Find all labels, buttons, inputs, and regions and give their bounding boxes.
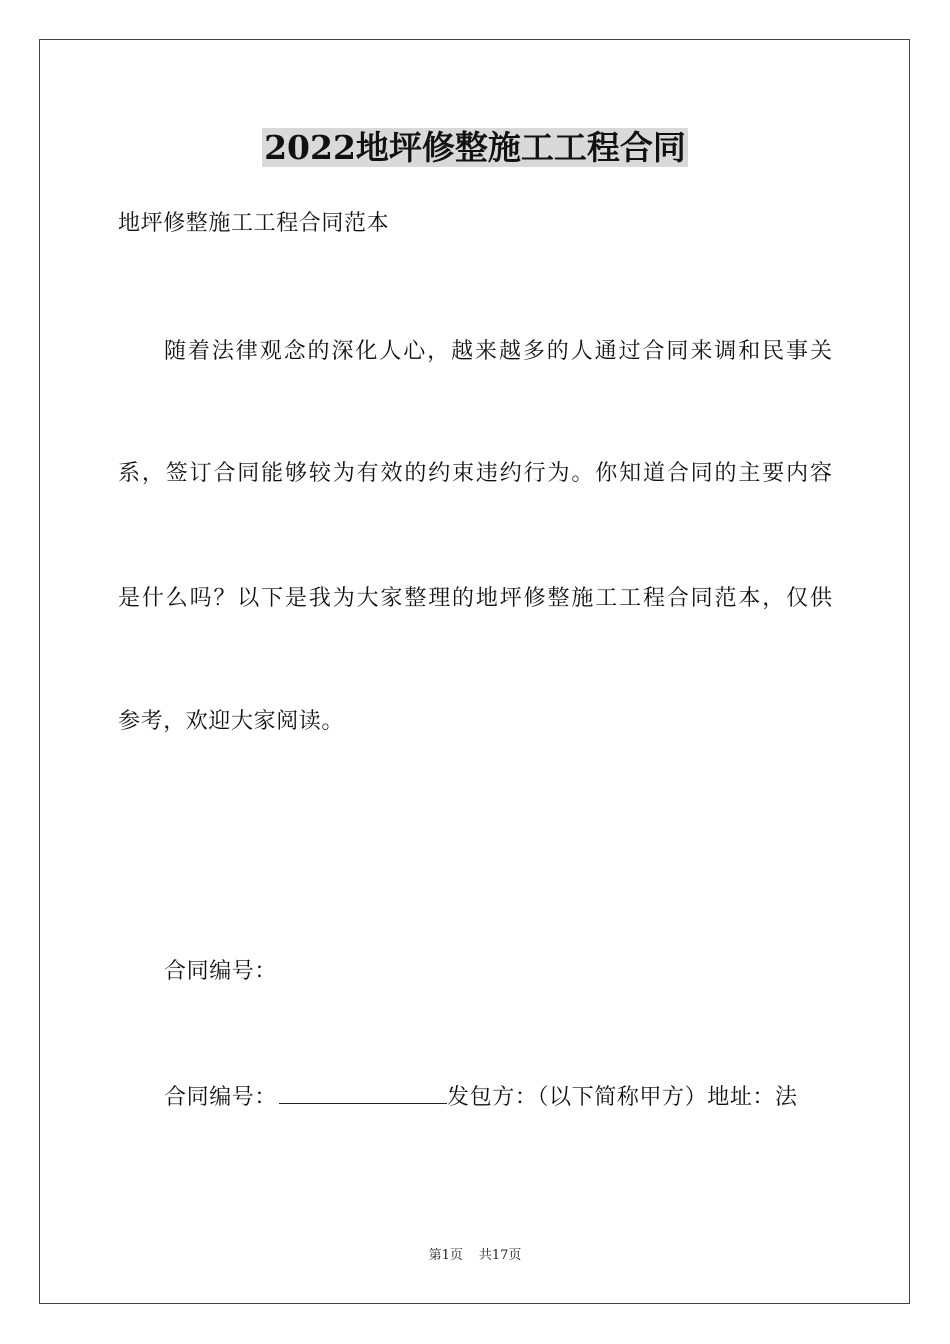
contract-number-line bbox=[164, 1081, 832, 1113]
document-title bbox=[0, 126, 950, 170]
contract-party-text: 发包方：（以下简称甲方）地址：法 bbox=[447, 1085, 798, 1110]
document-subtitle: 地坪修整施工工程合同范本 bbox=[118, 211, 390, 236]
document-title-text: 2022地坪修整施工工程合同 bbox=[264, 128, 686, 167]
page-current: 第1页 bbox=[428, 1248, 463, 1263]
intro-line-4: 参考，欢迎大家阅读。 bbox=[118, 709, 345, 734]
page-footer bbox=[0, 1247, 950, 1265]
intro-line-3: 是什么吗？以下是我为大家整理的地坪修整施工工程合同范本，仅供 bbox=[118, 586, 832, 611]
contract-number-label: 合同编号： bbox=[164, 1085, 278, 1110]
intro-line-1: 随着法律观念的深化人心，越来越多的人通过合同来调和民事关 bbox=[164, 339, 832, 364]
contract-number-blank[interactable] bbox=[279, 1081, 447, 1104]
page-total: 共17页 bbox=[478, 1248, 522, 1263]
intro-line-2: 系，签订合同能够较为有效的约束违约行为。你知道合同的主要内容 bbox=[118, 461, 832, 486]
contract-number-heading: 合同编号： bbox=[164, 959, 278, 984]
